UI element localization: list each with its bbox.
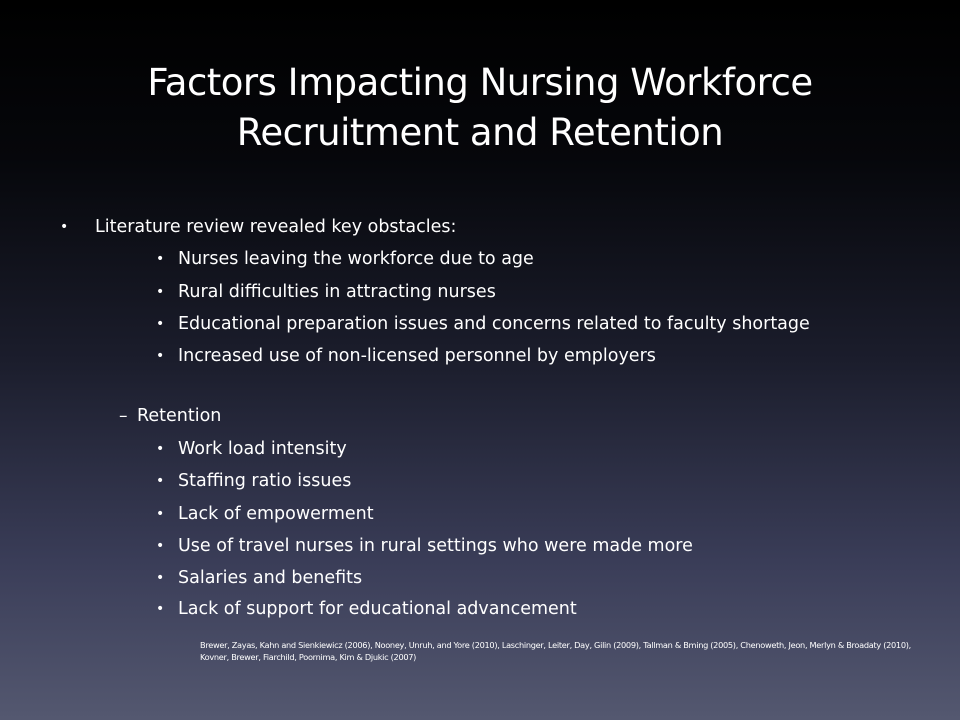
citation-text: Brewer, Zayas, Kahn and Sienkiewicz (2006), Nooney, Unruh, and Yore (2010), Laschinger, Leiter, Day, Gilin (2009), Tallman & Bming (2005), Chenoweth, Jeon, Merlyn & Broadaty (2010), Kovner, Brewer, Fiarchild, Poornima, Kim & Djukic (2007) xyxy=(200,640,911,662)
bullet-dot: • xyxy=(156,570,165,586)
retention-item: Work load intensity xyxy=(178,439,347,459)
retention-item: Salaries and benefits xyxy=(178,568,363,588)
retention-item: Use of travel nurses in rural settings who were made more xyxy=(178,536,693,556)
obstacle-item: Increased use of non-licensed personnel by employers xyxy=(178,346,656,366)
retention-heading: Retention xyxy=(137,406,222,426)
title-line-1: Factors Impacting Nursing Workforce xyxy=(147,61,813,104)
slide-title xyxy=(40,58,920,158)
dash-marker: – xyxy=(119,406,128,426)
intro-text: Literature review revealed key obstacles: xyxy=(95,217,457,237)
retention-item: Lack of support for educational advancement xyxy=(178,599,577,619)
bullet-dot: • xyxy=(156,348,165,364)
title-line-2: Recruitment and Retention xyxy=(236,111,724,154)
bullet-dot: • xyxy=(156,538,165,554)
bullet-dot: • xyxy=(60,219,69,235)
bullet-dot: • xyxy=(156,251,165,267)
bullet-dot: • xyxy=(156,473,165,489)
obstacle-item: Nurses leaving the workforce due to age xyxy=(178,249,534,269)
bullet-dot: • xyxy=(156,441,165,457)
bullet-dot: • xyxy=(156,316,165,332)
bullet-dot: • xyxy=(156,284,165,300)
bullet-dot: • xyxy=(156,506,165,522)
retention-item: Staffing ratio issues xyxy=(178,471,352,491)
retention-item: Lack of empowerment xyxy=(178,504,374,524)
obstacle-item: Rural difficulties in attracting nurses xyxy=(178,282,496,302)
obstacle-item: Educational preparation issues and concerns related to faculty shortage xyxy=(178,314,810,334)
bullet-dot: • xyxy=(156,601,165,617)
